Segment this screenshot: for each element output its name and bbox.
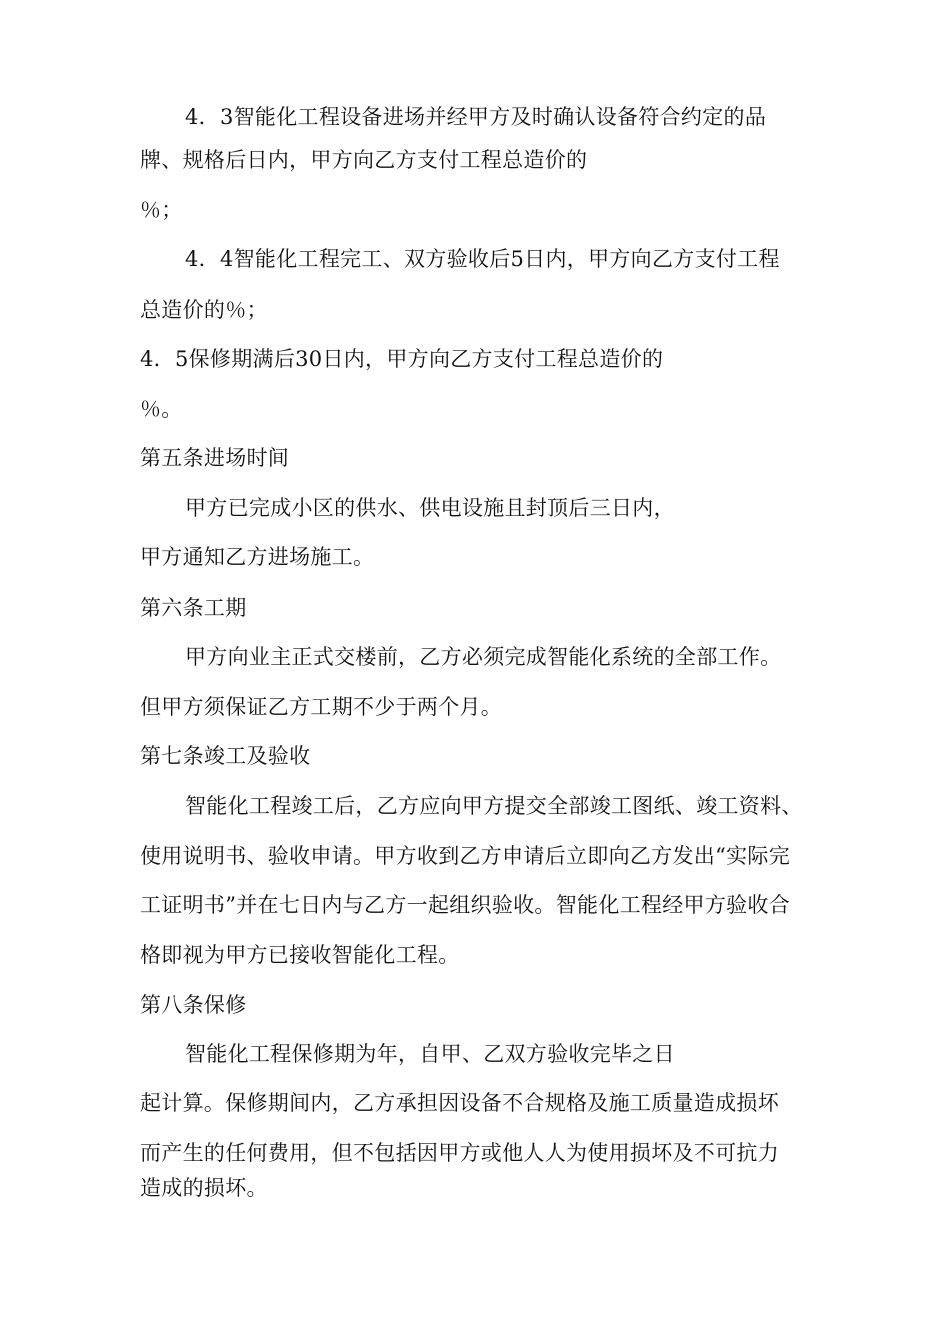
- section-6-body-line-2: 但甲方须保证乙方工期不少于两个月。: [140, 695, 503, 719]
- section-7-body-line-3: 工证明书”并在七日内与乙方一起组织验收。智能化工程经甲方验收合: [140, 893, 791, 917]
- section-7-body-line-2: 使用说明书、验收申请。甲方收到乙方申请后立即向乙方发出“实际完: [140, 844, 791, 868]
- clause-4-5-line-2: ％。: [140, 397, 183, 421]
- clause-4-5-line-1: 4．5保修期满后30日内，甲方向乙方支付工程总造价的: [140, 347, 664, 371]
- section-8-heading: 第八条保修: [140, 993, 247, 1017]
- clause-4-4-line-2: 总造价的％；: [140, 298, 268, 322]
- clause-4-3-line-1: 4．3智能化工程设备进场并经甲方及时确认设备符合约定的品: [185, 105, 767, 129]
- clause-4-3-line-3: ％；: [140, 198, 183, 222]
- section-8-body-line-2: 起计算。保修期间内，乙方承担因设备不合规格及施工质量造成损坏: [140, 1091, 779, 1115]
- section-6-body-line-1: 甲方向业主正式交楼前，乙方必须完成智能化系统的全部工作。: [185, 645, 782, 669]
- section-7-body-line-4: 格即视为甲方已接收智能化工程。: [140, 943, 460, 967]
- section-8-body-line-1: 智能化工程保修期为年，自甲、乙双方验收完毕之日: [185, 1042, 675, 1066]
- section-6-heading: 第六条工期: [140, 596, 247, 620]
- clause-4-3-line-2: 牌、规格后日内，甲方向乙方支付工程总造价的: [140, 148, 588, 172]
- section-8-body-line-3: 而产生的任何费用，但不包括因甲方或他人人为使用损坏及不可抗力: [140, 1141, 779, 1165]
- section-5-body-line-1: 甲方已完成小区的供水、供电设施且封顶后三日内，: [185, 496, 675, 520]
- section-8-body-line-4: 造成的损坏。: [140, 1176, 268, 1200]
- clause-4-4-line-1: 4．4智能化工程完工、双方验收后5日内，甲方向乙方支付工程: [185, 247, 780, 271]
- section-7-body-line-1: 智能化工程竣工后，乙方应向甲方提交全部竣工图纸、竣工资料、: [185, 794, 803, 818]
- section-5-heading: 第五条进场时间: [140, 446, 290, 470]
- section-7-heading: 第七条竣工及验收: [140, 744, 311, 768]
- section-5-body-line-2: 甲方通知乙方进场施工。: [140, 545, 375, 569]
